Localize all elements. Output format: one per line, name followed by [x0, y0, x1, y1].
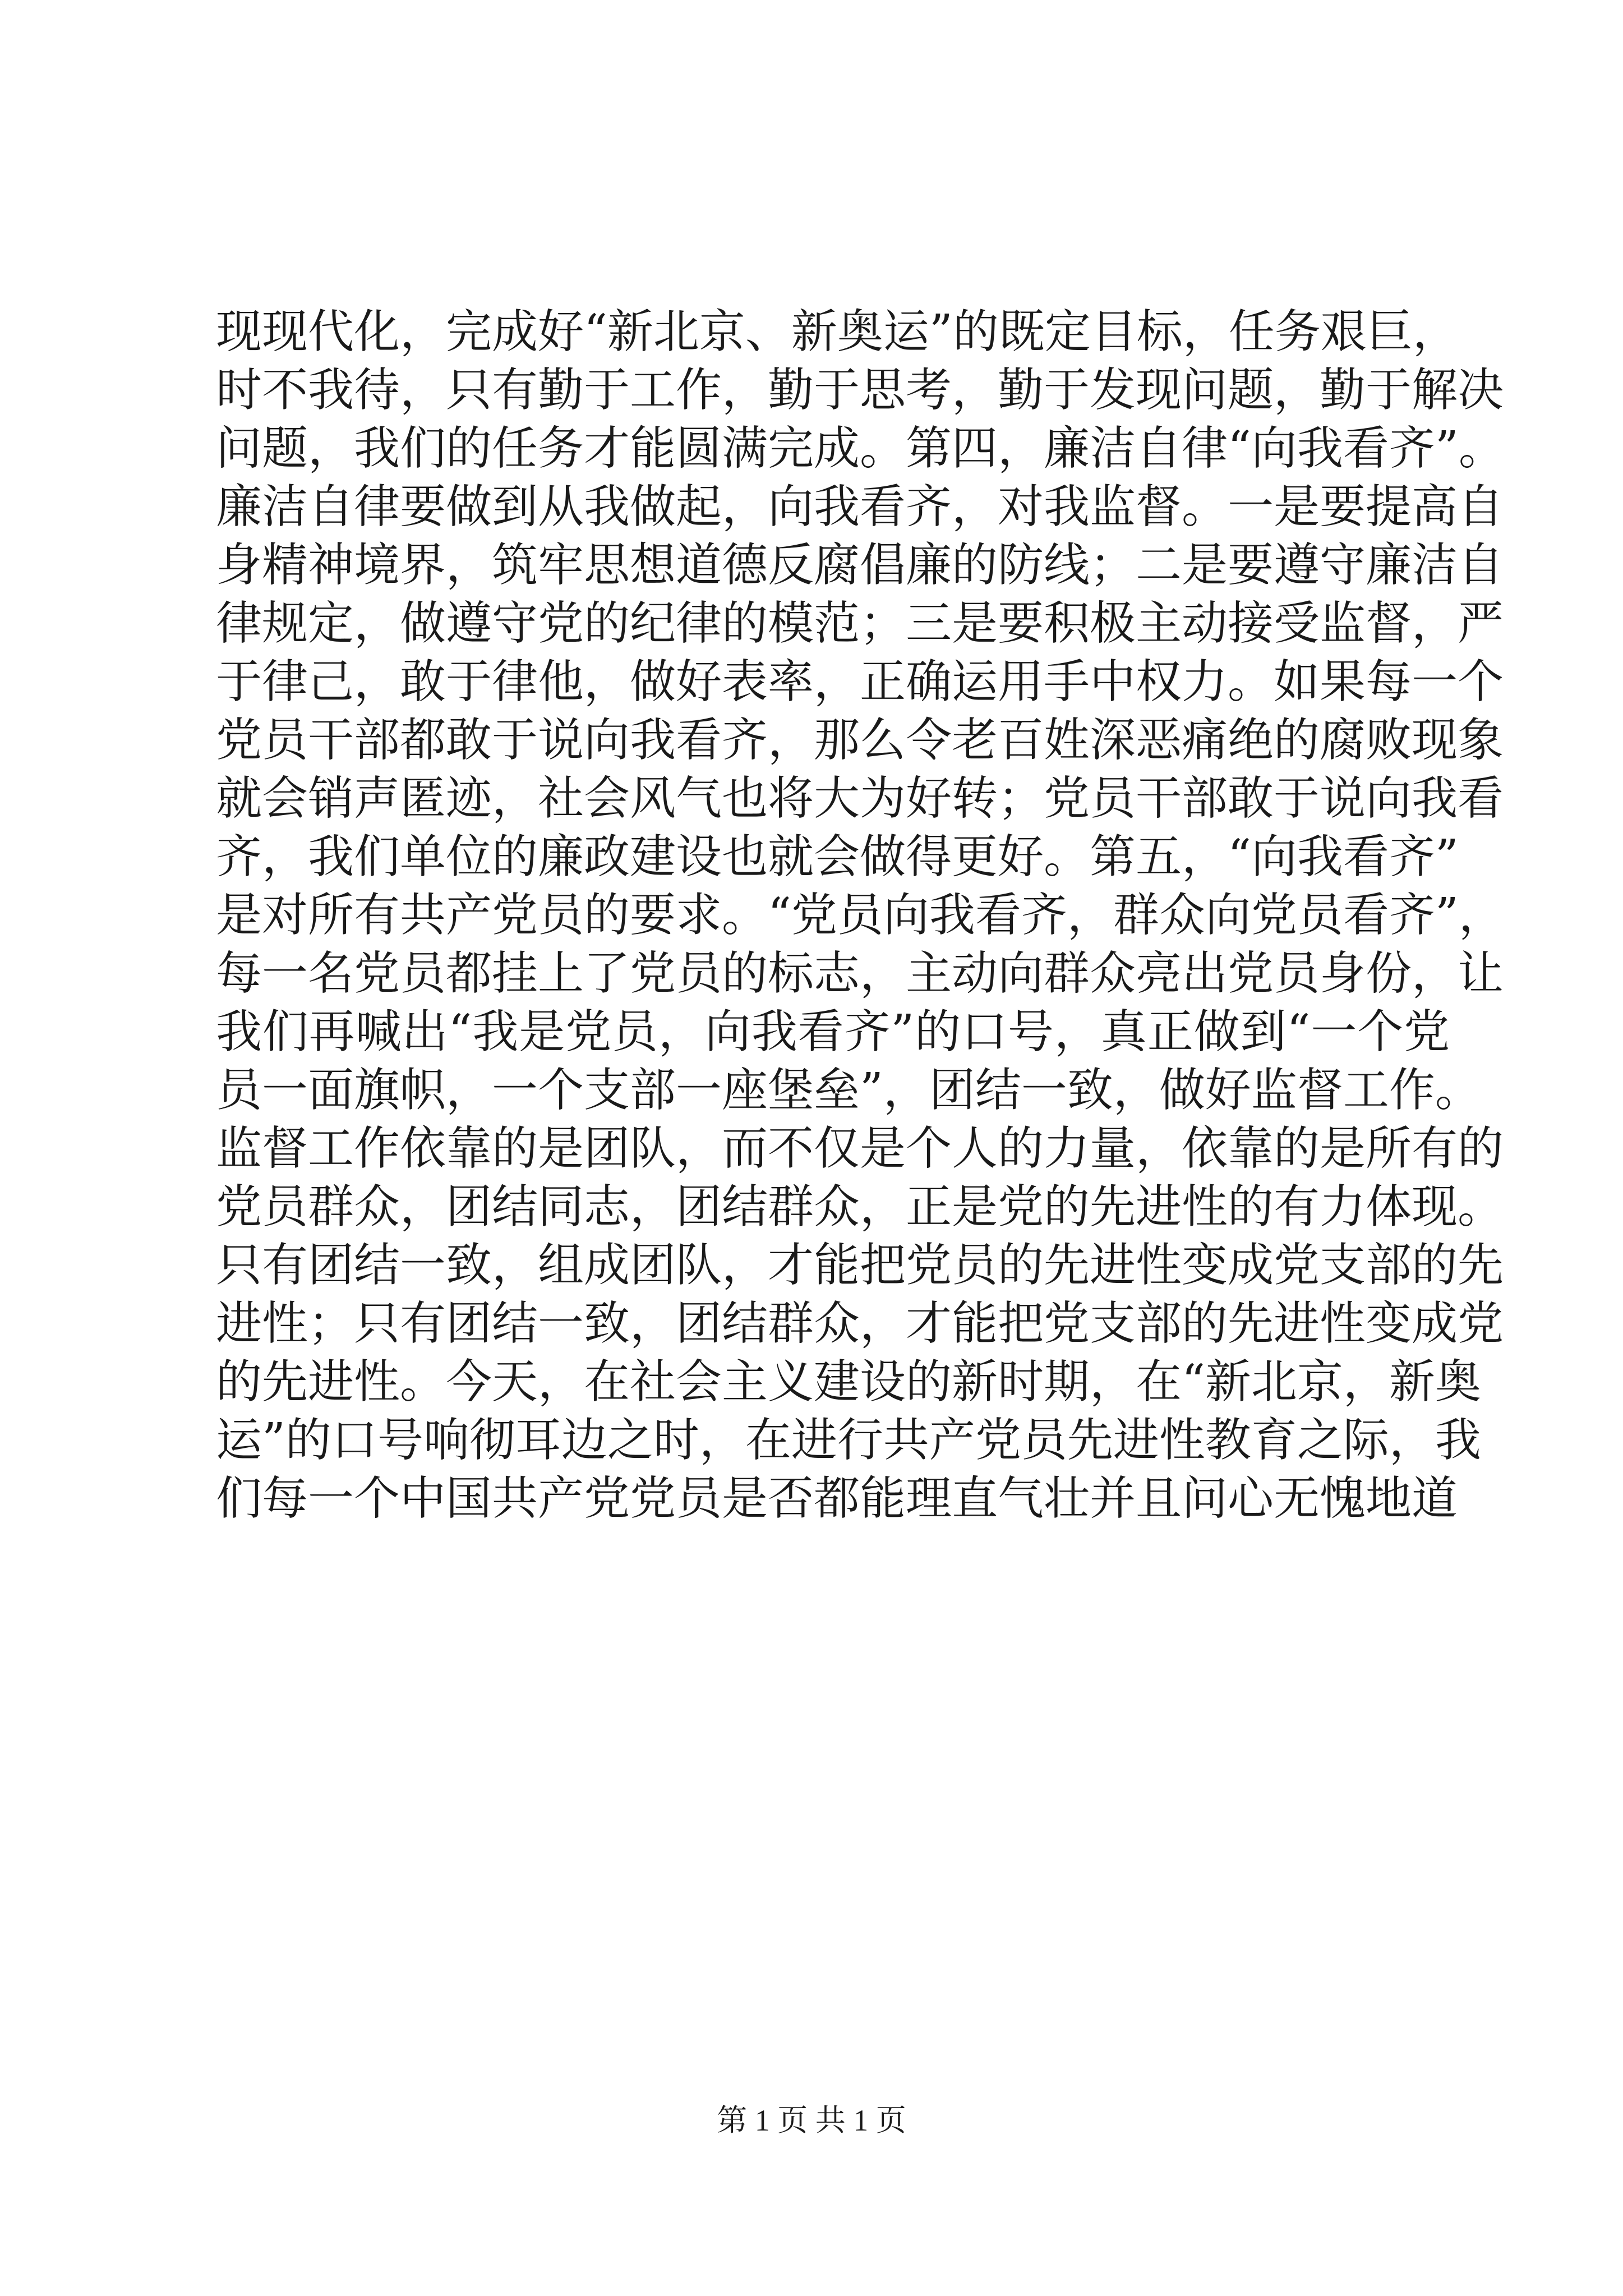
text-line: 运”的口号响彻耳边之时，在进行共产党员先进性教育之际，我 [216, 1414, 1481, 1467]
page-footer: 第 1 页 共 1 页 [717, 2104, 906, 2137]
text-line: 身精神境界，筑牢思想道德反腐倡廉的防线；二是要遵守廉洁自 [216, 539, 1504, 592]
text-line: 廉洁自律要做到从我做起，向我看齐，对我监督。一是要提高自 [216, 480, 1504, 533]
text-line: 们每一个中国共产党党员是否都能理直气壮并且问心无愧地道 [216, 1472, 1458, 1525]
text-line: 现现代化，完成好“新北京、新奥运”的既定目标，任务艰巨， [216, 305, 1459, 358]
text-line: 党员群众，团结同志，团结群众，正是党的先进性的有力体现。 [216, 1180, 1504, 1234]
body-text [216, 303, 1505, 1528]
text-line: 只有团结一致，组成团队，才能把党员的先进性变成党支部的先 [216, 1239, 1504, 1292]
text-line: 是对所有共产党员的要求。“党员向我看齐，群众向党员看齐”， [216, 889, 1505, 942]
text-line: 每一名党员都挂上了党员的标志，主动向群众亮出党员身份，让 [216, 947, 1504, 1000]
text-line: 律规定，做遵守党的纪律的模范；三是要积极主动接受监督，严 [216, 597, 1504, 650]
text-line: 进性；只有团结一致，团结群众，才能把党支部的先进性变成党 [216, 1297, 1504, 1350]
text-line: 就会销声匿迹，社会风气也将大为好转；党员干部敢于说向我看 [216, 772, 1504, 825]
text-line: 员一面旗帜，一个支部一座堡垒”，团结一致，做好监督工作。 [216, 1064, 1481, 1117]
text-line: 于律己，敢于律他，做好表率，正确运用手中权力。如果每一个 [216, 655, 1504, 708]
text-line: 党员干部都敢于说向我看齐，那么令老百姓深恶痛绝的腐败现象 [216, 714, 1504, 767]
text-line: 监督工作依靠的是团队，而不仅是个人的力量，依靠的是所有的 [216, 1122, 1504, 1175]
text-line: 时不我待，只有勤于工作，勤于思考，勤于发现问题，勤于解决 [216, 364, 1504, 417]
text-line: 问题，我们的任务才能圆满完成。第四，廉洁自律“向我看齐”。 [216, 422, 1505, 475]
text-line: 齐，我们单位的廉政建设也就会做得更好。第五，“向我看齐” [216, 830, 1459, 884]
text-line: 我们再喊出“我是党员，向我看齐”的口号，真正做到“一个党 [216, 1005, 1450, 1059]
text-line: 的先进性。今天，在社会主义建设的新时期，在“新北京，新奥 [216, 1355, 1481, 1409]
